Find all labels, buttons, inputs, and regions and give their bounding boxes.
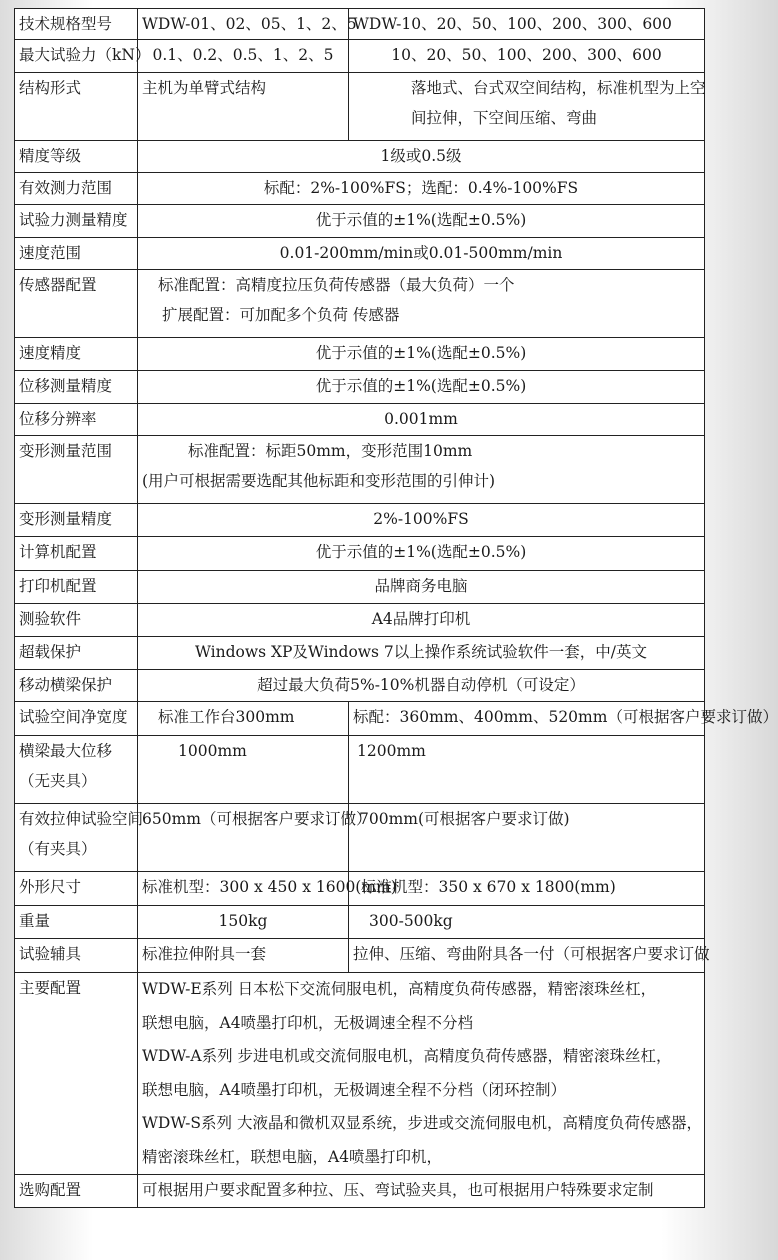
table-row	[15, 571, 705, 604]
spec-table	[14, 8, 778, 1208]
text-line: 标准配置：标距50mm，变形范围10mm	[188, 442, 473, 460]
cell-value: 300-500kg	[349, 906, 705, 939]
row-label: 有效测力范围	[15, 173, 138, 205]
table-row	[15, 637, 705, 670]
table-row	[15, 872, 705, 906]
row-label: 位移分辨率	[15, 404, 138, 436]
row-label: 计算机配置	[15, 537, 138, 571]
cell-value: 150kg	[138, 906, 349, 939]
row-label: 速度范围	[15, 238, 138, 270]
cell-value: Windows XP及Windows 7以上操作系统试验软件一套，中/英文	[138, 637, 705, 670]
row-label: 试验空间净宽度	[15, 702, 138, 736]
row-label	[15, 736, 138, 804]
table-row	[15, 939, 705, 973]
text-line: (用户可根据需要选配其他标距和变形范围的引伸计)	[142, 472, 496, 490]
cell-value: 650mm（可根据客户要求订做）	[138, 804, 349, 872]
table-row	[15, 73, 705, 141]
row-label: 选购配置	[15, 1175, 138, 1208]
table-row	[15, 702, 705, 736]
cell-value: WDW-01、02、05、1、2、5	[138, 9, 349, 40]
cell-value: 2%-100%FS	[138, 504, 705, 537]
cell-value: WDW-10、20、50、100、200、300、600	[349, 9, 705, 40]
row-label: 试验力测量精度	[15, 205, 138, 238]
cell-value: 0.001mm	[138, 404, 705, 436]
cell-value: 超过最大负荷5%-10%机器自动停机（可设定）	[138, 670, 705, 702]
cell-value: 优于示值的±1%(选配±0.5%)	[138, 205, 705, 238]
cell-value: 1000mm	[138, 736, 349, 804]
text-line: WDW-S系列 大液晶和微机双显系统，步进或交流伺服电机，高精度负荷传感器，	[142, 1114, 702, 1132]
table-row	[15, 270, 705, 338]
cell-value: 0.1、0.2、0.5、1、2、5	[138, 40, 349, 73]
cell-value: 标准工作台300mm	[138, 702, 349, 736]
cell-value: 标准机型：350 x 670 x 1800(mm)	[349, 872, 705, 906]
text-line: 标准配置：高精度拉压负荷传感器（最大负荷）一个	[158, 276, 515, 294]
cell-value	[138, 436, 705, 504]
table-row	[15, 973, 705, 1175]
cell-value	[349, 73, 705, 141]
row-label: 最大试验力（kN）	[15, 40, 138, 73]
text-line: WDW-E系列 日本松下交流伺服电机，高精度负荷传感器，精密滚珠丝杠，	[142, 980, 657, 998]
table-row	[15, 906, 705, 939]
table-row	[15, 537, 705, 571]
row-label: 结构形式	[15, 73, 138, 141]
cell-value: 标准拉伸附具一套	[138, 939, 349, 973]
row-label: 主要配置	[15, 973, 138, 1175]
table-row	[15, 670, 705, 702]
text-line: 联想电脑，A4喷墨打印机，无极调速全程不分档（闭环控制）	[142, 1080, 567, 1099]
text-line: 间拉伸，下空间压缩、弯曲	[411, 109, 598, 127]
table-row	[15, 736, 705, 804]
table-row	[15, 338, 705, 371]
spec-sheet	[14, 8, 778, 1208]
text-line: 横梁最大位移	[19, 742, 113, 760]
table-row	[15, 173, 705, 205]
text-line: 扩展配置：可加配多个负荷 传感器	[162, 306, 400, 324]
text-line: 有效拉伸试验空间	[19, 810, 144, 828]
text-line: 联想电脑，A4喷墨打印机，无极调速全程不分档	[142, 1013, 474, 1032]
text-line: 精密滚珠丝杠，联想电脑，A4喷墨打印机，	[142, 1147, 443, 1166]
text-line: （有夹具）	[19, 840, 97, 858]
cell-value: 主机为单臂式结构	[138, 73, 349, 141]
row-label: 位移测量精度	[15, 371, 138, 404]
cell-value: 标配：2%-100%FS；选配：0.4%-100%FS	[138, 173, 705, 205]
table-row	[15, 40, 705, 73]
cell-value: 优于示值的±1%(选配±0.5%)	[138, 537, 705, 571]
table-row	[15, 436, 705, 504]
table-row	[15, 604, 705, 637]
cell-value: 标准机型：300 x 450 x 1600(mm)	[138, 872, 349, 906]
cell-value: 1200mm	[349, 736, 705, 804]
text-line: 落地式、台式双空间结构，标准机型为上空	[411, 79, 706, 97]
row-label: 重量	[15, 906, 138, 939]
cell-value: 优于示值的±1%(选配±0.5%)	[138, 338, 705, 371]
table-row	[15, 238, 705, 270]
table-row	[15, 504, 705, 537]
table-row	[15, 205, 705, 238]
cell-value: 0.01-200mm/min或0.01-500mm/min	[138, 238, 705, 270]
row-label: 试验辅具	[15, 939, 138, 973]
row-label: 外形尺寸	[15, 872, 138, 906]
cell-value	[138, 973, 705, 1175]
row-label: 变形测量范围	[15, 436, 138, 504]
cell-value: 拉伸、压缩、弯曲附具各一付（可根据客户要求订做	[349, 939, 705, 973]
table-row	[15, 371, 705, 404]
cell-value: 700mm(可根据客户要求订做)	[349, 804, 705, 872]
cell-value: 品牌商务电脑	[138, 571, 705, 604]
text-line: （无夹具）	[19, 772, 97, 790]
row-label: 超载保护	[15, 637, 138, 670]
row-label: 移动横梁保护	[15, 670, 138, 702]
row-label: 速度精度	[15, 338, 138, 371]
row-label: 精度等级	[15, 141, 138, 173]
row-label: 测验软件	[15, 604, 138, 637]
row-label	[15, 804, 144, 872]
table-row	[15, 9, 705, 40]
table-row	[15, 141, 705, 173]
row-label: 变形测量精度	[15, 504, 138, 537]
cell-value: 标配：360mm、400mm、520mm（可根据客户要求订做）	[349, 702, 705, 736]
cell-value: 1级或0.5级	[138, 141, 705, 173]
cell-value: 优于示值的±1%(选配±0.5%)	[138, 371, 705, 404]
table-row	[15, 804, 705, 872]
cell-value: 10、20、50、100、200、300、600	[349, 40, 705, 73]
cell-value: 可根据用户要求配置多种拉、压、弯试验夹具，也可根据用户特殊要求定制	[138, 1175, 705, 1208]
row-label: 打印机配置	[15, 571, 138, 604]
row-label: 传感器配置	[15, 270, 138, 338]
table-row	[15, 404, 705, 436]
cell-value	[138, 270, 705, 338]
row-label: 技术规格型号	[15, 9, 138, 40]
table-row	[15, 1175, 705, 1208]
cell-value: A4品牌打印机	[138, 604, 705, 637]
text-line: WDW-A系列 步进电机或交流伺服电机，高精度负荷传感器，精密滚珠丝杠，	[142, 1047, 672, 1065]
